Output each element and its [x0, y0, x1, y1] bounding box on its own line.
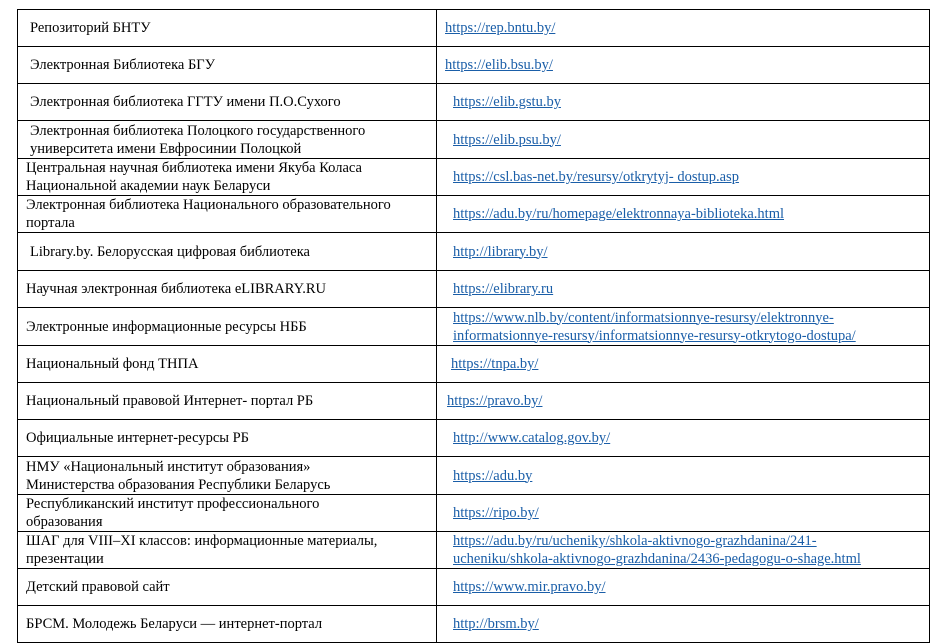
- resource-url-cell: [437, 420, 930, 457]
- resource-name-cell: [18, 420, 437, 457]
- resource-url-cell: [437, 532, 930, 569]
- resource-name: Library.by. Белорусская цифровая библиотека: [30, 243, 310, 260]
- resource-link[interactable]: https://elib.bsu.by/: [445, 57, 553, 73]
- resource-name-cell: [18, 271, 437, 308]
- resource-url-cell: [437, 121, 930, 159]
- table-row: [18, 47, 930, 84]
- resource-name-cell: [18, 10, 437, 47]
- resource-url-cell: [437, 346, 930, 383]
- resource-link[interactable]: https://www.mir.pravo.by/: [453, 579, 606, 595]
- resource-name: Репозиторий БНТУ: [30, 20, 151, 36]
- resource-link[interactable]: ucheniku/shkola-aktivnogo-grazhdanina/2436-pedagogu-o-shage.html: [453, 551, 861, 567]
- table-row: [18, 84, 930, 121]
- table-row: [18, 271, 930, 308]
- resource-url-cell: [437, 84, 930, 121]
- table-row: [18, 159, 930, 196]
- resource-url-cell: [437, 233, 930, 271]
- resource-link[interactable]: informatsionnye-resursy/informatsionnye-resursy-otkrytogo-dostupa/: [453, 327, 856, 344]
- resource-link[interactable]: http://library.by/: [453, 243, 548, 260]
- resource-name: Электронная Библиотека БГУ: [30, 57, 215, 73]
- resource-link[interactable]: https://adu.by: [453, 467, 533, 484]
- links-table: [17, 9, 930, 643]
- table-row: [18, 308, 930, 346]
- resource-name: БРСМ. Молодежь Беларуси — интернет-портал: [26, 616, 323, 632]
- resource-name: Центральная научная библиотека имени Якуба Коласа: [26, 160, 362, 176]
- resource-url-cell: [437, 308, 930, 346]
- resource-link[interactable]: https://elibrary.ru: [453, 281, 554, 297]
- resource-name-cell: [18, 383, 437, 420]
- resource-name: Национальный правовой Интернет- портал РБ: [26, 393, 314, 409]
- resource-name-cell: [18, 196, 437, 233]
- resource-url-cell: [437, 10, 930, 47]
- resource-url-cell: [437, 196, 930, 233]
- resource-link[interactable]: https://csl.bas-net.by/resursy/otkrytyj- dostup.asp: [453, 169, 739, 185]
- resource-name: Национальной академии наук Беларуси: [26, 178, 271, 194]
- resource-name: Электронная библиотека ГГТУ имени П.О.Сухого: [30, 94, 341, 110]
- resource-name: Электронная библиотека Национального образовательного: [26, 197, 391, 213]
- resource-name-cell: [18, 457, 437, 495]
- resource-name: Электронные информационные ресурсы НББ: [26, 318, 307, 335]
- resource-url-cell: [437, 495, 930, 532]
- resource-name: НМУ «Национальный институт образования»: [26, 458, 311, 475]
- table-row: [18, 495, 930, 532]
- resource-name: университета имени Евфросинии Полоцкой: [30, 140, 302, 157]
- resource-name: портала: [26, 215, 75, 231]
- resource-url-cell: [437, 47, 930, 84]
- resource-link[interactable]: https://www.nlb.by/content/informatsionnye-resursy/elektronnye-: [453, 309, 834, 326]
- resource-url-cell: [437, 457, 930, 495]
- table-row: [18, 383, 930, 420]
- resource-name-cell: [18, 346, 437, 383]
- resource-name: Официальные интернет-ресурсы РБ: [26, 430, 250, 446]
- resource-name-cell: [18, 532, 437, 569]
- resource-name: Детский правовой сайт: [26, 579, 170, 595]
- resource-name-cell: [18, 159, 437, 196]
- resource-url-cell: [437, 271, 930, 308]
- resource-name: ШАГ для VIII–XI классов: информационные материалы,: [26, 533, 378, 549]
- table-row: [18, 420, 930, 457]
- table-row: [18, 569, 930, 606]
- resource-name: образования: [26, 514, 103, 530]
- resource-name: Республиканский институт профессионального: [26, 496, 320, 512]
- resource-name-cell: [18, 84, 437, 121]
- table-row: [18, 532, 930, 569]
- table-row: [18, 10, 930, 47]
- resource-link[interactable]: https://ripo.by/: [453, 505, 539, 521]
- table-row: [18, 196, 930, 233]
- resource-name: презентации: [26, 551, 104, 567]
- table-row: [18, 121, 930, 159]
- table-row: [18, 233, 930, 271]
- table-row: [18, 346, 930, 383]
- resource-link[interactable]: https://tnpa.by/: [451, 356, 539, 372]
- resource-name: Министерства образования Республики Беларусь: [26, 476, 331, 493]
- resource-link[interactable]: https://rep.bntu.by/: [445, 20, 556, 36]
- resource-url-cell: [437, 159, 930, 196]
- resource-name-cell: [18, 569, 437, 606]
- resource-link[interactable]: https://elib.gstu.by: [453, 94, 561, 110]
- resource-link[interactable]: http://brsm.by/: [453, 616, 539, 632]
- resource-name: Научная электронная библиотека eLIBRARY.RU: [26, 281, 326, 297]
- resource-link[interactable]: https://pravo.by/: [447, 393, 543, 409]
- links-table-body: [18, 10, 930, 643]
- resource-name-cell: [18, 606, 437, 643]
- resource-name-cell: [18, 47, 437, 84]
- resource-url-cell: [437, 569, 930, 606]
- resource-url-cell: [437, 383, 930, 420]
- resource-name-cell: [18, 495, 437, 532]
- resource-link[interactable]: https://elib.psu.by/: [453, 131, 561, 148]
- resource-name-cell: [18, 233, 437, 271]
- resource-url-cell: [437, 606, 930, 643]
- table-row: [18, 457, 930, 495]
- resource-name: Электронная библиотека Полоцкого государственного: [30, 122, 366, 139]
- resource-name: Национальный фонд ТНПА: [26, 356, 199, 372]
- resource-link[interactable]: http://www.catalog.gov.by/: [453, 430, 611, 446]
- resource-name-cell: [18, 121, 437, 159]
- table-row: [18, 606, 930, 643]
- resource-link[interactable]: https://adu.by/ru/ucheniky/shkola-aktivnogo-grazhdanina/241-: [453, 533, 817, 549]
- resource-link[interactable]: https://adu.by/ru/homepage/elektronnaya-biblioteka.html: [453, 206, 785, 222]
- resource-name-cell: [18, 308, 437, 346]
